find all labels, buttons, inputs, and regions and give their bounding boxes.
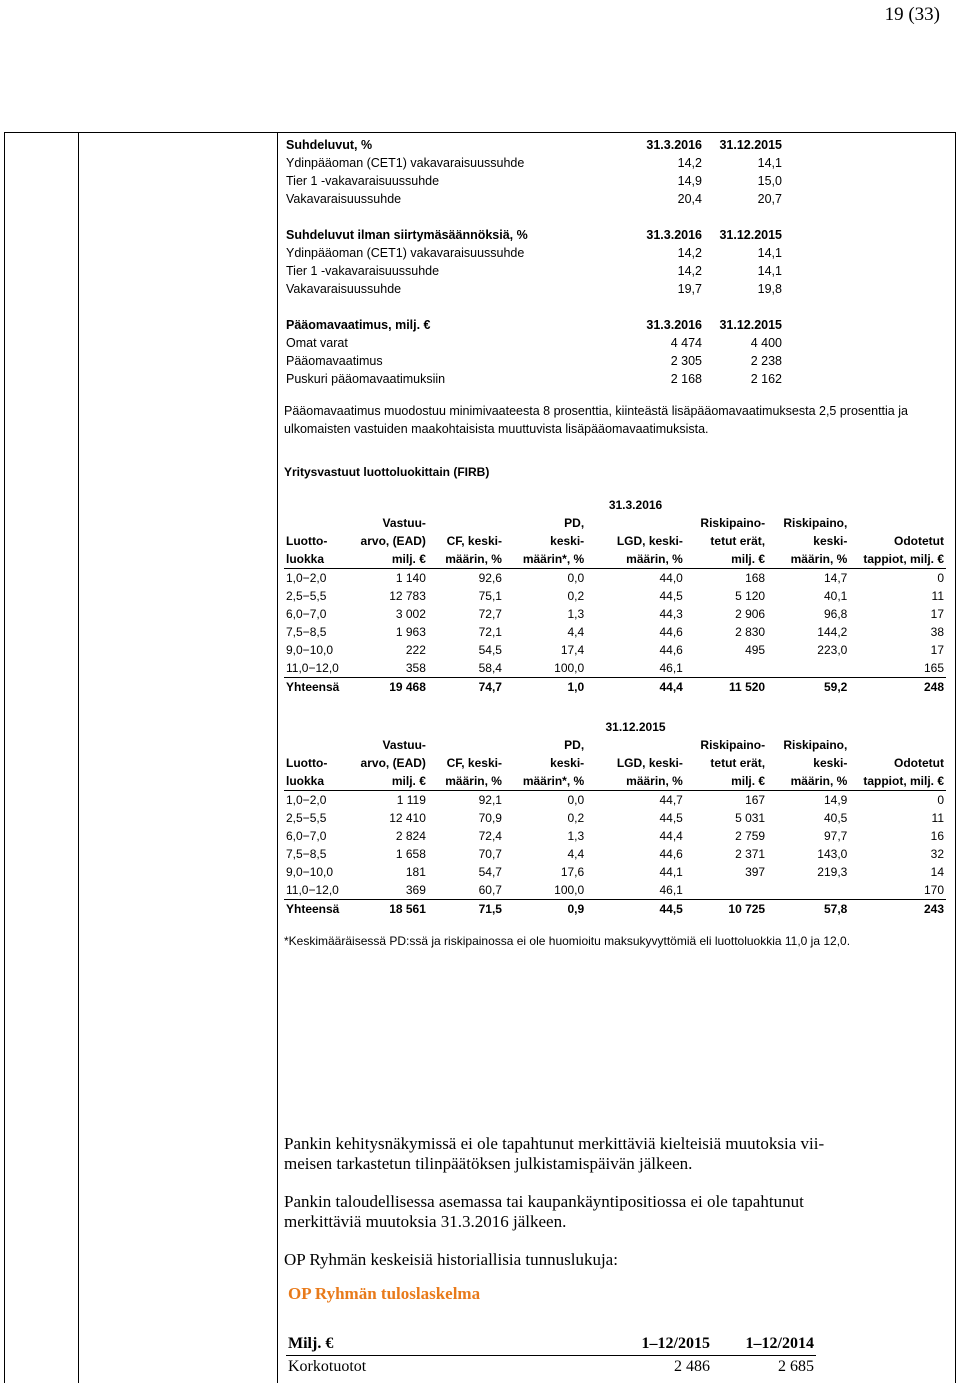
capital-note: Pääomavaatimus muodostuu minimivaateesta 8 prosenttia, kiinteästä lisäpääomavaatimuksesta 2,5 prosenttia ja ulkomaisten vastuiden maakohtaisista muuttuvista lisäpääomavaatimuksista. [284,404,908,436]
table-cell: 5 120 [735,589,766,603]
table-cell: 219,3 [817,865,848,879]
table-row [284,845,946,863]
column-header [586,514,685,569]
column-header-line: määrin*, % [522,774,585,788]
table-cell: 1 658 [395,847,426,861]
table-cell: 1 963 [395,625,426,639]
table-cell: 14,9 [677,174,702,188]
table-cell: 12 410 [389,811,426,825]
table-cell: 17 [930,607,944,621]
table-cell: 60,7 [478,883,502,897]
column-header-line: tetut erät, [710,534,766,548]
table-row [284,280,784,298]
column-header-line: määrin, % [626,552,683,566]
table-cell: 92,6 [478,571,502,585]
table-cell: 369 [405,883,426,897]
table-cell: 397 [745,865,766,879]
table-cell: 2 824 [395,829,426,843]
column-header [504,736,586,791]
irb-table [284,718,946,918]
column-header-line: keski- [813,756,848,770]
table-cell: 46,1 [659,883,683,897]
column-header-line: PD, [564,738,585,752]
table-cell: 72,4 [478,829,502,843]
table-cell: 46,1 [659,661,683,675]
table-cell: 14,1 [757,264,782,278]
table-cell: 2 830 [735,625,766,639]
total-cell: 10 725 [685,900,767,919]
frame-right-border [955,132,956,1383]
total-row [284,900,946,919]
table-row [284,791,946,810]
table-cell: 168 [745,571,766,585]
column-header [849,514,946,569]
column-header-line: Luotto- [286,534,328,548]
table-cell: 72,1 [478,625,502,639]
table-row [284,262,784,280]
table-cell: 2,5−5,5 [286,811,327,825]
irb-title: Yritysvastuut luottoluokittain (FIRB) [284,465,490,479]
table-cell: Pääomavaatimus [286,354,383,368]
table-cell: 6,0−7,0 [286,607,327,621]
table-cell: 54,5 [478,643,502,657]
column-header-line: arvo, (EAD) [360,756,426,770]
table-row [286,1356,816,1379]
table-row [284,659,946,678]
table-cell [685,881,767,900]
table-cell: 9,0−10,0 [286,865,334,879]
column-header [849,736,946,791]
table-header-row [284,316,784,334]
table-cell: 1 119 [396,793,426,807]
table-cell: 17 [930,643,944,657]
table-cell: 144,2 [817,625,848,639]
column-header-line: määrin*, % [522,552,585,566]
table-row [284,881,946,900]
frame-top-border [4,132,956,133]
column-header [767,736,849,791]
table-cell: 17,6 [560,865,585,879]
table-cell: 6,0−7,0 [286,829,327,843]
column-header-line: LGD, keski- [616,756,683,770]
table-cell: 0,2 [567,811,585,825]
table-row [284,623,946,641]
table-cell: 165 [923,661,944,675]
table-header-row [284,136,784,154]
column-header: Pääomavaatimus, milj. € [286,318,431,332]
table-cell: 0 [937,793,944,807]
table-cell: 14,1 [757,156,782,170]
table-cell: 19,8 [757,282,782,296]
table-cell: 44,1 [659,865,683,879]
table-cell: Ydinpääoman (CET1) vakavaraisuussuhde [286,246,525,260]
table-row [284,809,946,827]
table-cell: Ydinpääoman (CET1) vakavaraisuussuhde [286,156,525,170]
table-cell: 100,0 [554,661,585,675]
table-cell: 143,0 [817,847,848,861]
table-cell: 4 474 [670,336,702,350]
column-header-line: Odotetut [894,534,944,548]
table-row [284,244,784,262]
table-row [284,569,946,588]
column-header: 31.12.2015 [719,228,782,242]
column-header-line: Riskipaino- [700,516,766,530]
column-header [284,514,354,569]
total-cell: 59,2 [767,678,849,697]
table-cell: 16 [930,829,944,843]
table-cell: 222 [405,643,426,657]
table-cell: 40,1 [823,589,848,603]
table-cell: 14,1 [757,246,782,260]
table-cell: 15,0 [757,174,782,188]
column-header-line: luokka [286,774,325,788]
column-header: Suhdeluvut, % [286,138,373,152]
total-cell: 0,9 [504,900,586,919]
table-cell: 54,7 [478,865,502,879]
table-cell: Vakavaraisuussuhde [286,192,402,206]
column-header-line: keski- [550,756,585,770]
page-number: 19 (33) [884,4,940,25]
total-cell: 71,5 [428,900,504,919]
table-cell: 2 486 [674,1358,710,1375]
frame-column-divider [277,132,278,1383]
column-header-line: LGD, keski- [616,534,683,548]
table-cell: 2 371 [735,847,766,861]
column-header-line: määrin, % [790,552,848,566]
irb-footnote: *Keskimääräisessä PD:ssä ja riskipainossa ei ole huomioitu maksukyvyttömiä eli luottoluokkia 11,0 ja 12,0. [284,934,851,948]
total-cell: Yhteensä [284,900,354,919]
column-header: 1–12/2014 [712,1333,816,1356]
table-cell: Puskuri pääomavaatimuksiin [286,372,446,386]
table-cell: 44,0 [659,571,683,585]
column-header-line: keski- [550,534,585,548]
table-cell: 19,7 [677,282,702,296]
table-cell: Tier 1 -vakavaraisuussuhde [286,264,440,278]
column-header [685,514,767,569]
column-header-line: Odotetut [894,756,944,770]
column-header-line: tetut erät, [710,756,766,770]
table-cell: 20,7 [757,192,782,206]
table-cell: 44,4 [659,829,683,843]
column-header-line: Riskipaino- [700,738,766,752]
total-cell: 18 561 [354,900,428,919]
column-header-line: tappiot, milj. € [863,774,944,788]
table-row [284,172,784,190]
table-cell: 2 305 [670,354,702,368]
column-header-line: PD, [564,516,585,530]
table-row [284,190,784,208]
irb-date-row [284,718,946,736]
table-cell: 14 [930,865,944,879]
total-cell: 11 520 [685,678,767,697]
total-cell: 44,4 [586,678,685,697]
table-cell: 2 162 [750,372,782,386]
column-header [504,514,586,569]
table-cell: 2,5−5,5 [286,589,327,603]
column-header-line: keski- [813,534,848,548]
total-cell: 243 [849,900,946,919]
table-cell: 44,6 [659,643,683,657]
total-cell: 74,7 [428,678,504,697]
table-cell: 44,5 [659,589,683,603]
column-header: 31.3.2016 [646,318,702,332]
table-cell: Omat varat [286,336,348,350]
table-cell: 11,0−12,0 [286,661,339,675]
table-cell: 14,2 [677,264,702,278]
column-header-line: Vastuu- [382,738,426,752]
irb-table [284,496,946,696]
column-header-line: Riskipaino, [783,738,848,752]
table-cell: 58,4 [478,661,502,675]
content-area [284,136,948,948]
table-cell: 1,3 [567,607,585,621]
table-cell: 495 [745,643,766,657]
total-cell: 57,8 [767,900,849,919]
table-cell: 7,5−8,5 [286,847,327,861]
table-cell: 7,5−8,5 [286,625,327,639]
column-header-line: Luotto- [286,756,328,770]
table-row [284,154,784,172]
column-header: Suhdeluvut ilman siirtymäsäännöksiä, % [286,228,528,242]
column-header-line: Riskipaino, [783,516,848,530]
table-cell: 14,2 [677,156,702,170]
table-cell: 2 759 [735,829,766,843]
column-header-line: milj. € [391,774,426,788]
table-cell: Tier 1 -vakavaraisuussuhde [286,174,440,188]
table-cell: 32 [930,847,944,861]
outlook-paragraph [284,1134,934,1174]
column-header-line: määrin, % [445,774,502,788]
column-header: 31.3.2016 [646,228,702,242]
column-header: 1–12/2015 [576,1333,712,1356]
table-cell: 12 783 [389,589,426,603]
column-header [586,736,685,791]
table-cell: 1,0−2,0 [286,571,327,585]
table-cell: 72,7 [478,607,502,621]
irb-date: 31.12.2015 [605,720,666,734]
column-header: 31.12.2015 [719,318,782,332]
column-header-line: luokka [286,552,325,566]
table-cell: 9,0−10,0 [286,643,334,657]
table-cell: 97,7 [823,829,848,843]
total-cell: 1,0 [504,678,586,697]
table-cell [685,659,767,678]
table-cell: 75,1 [478,589,502,603]
total-row [284,678,946,697]
table-row [284,587,946,605]
table-cell: 38 [930,625,944,639]
irb-tables [284,496,948,918]
outlook-line: Pankin kehitysnäkymissä ei ole tapahtunut merkittäviä kielteisiä muutoksia vii- [284,1134,825,1153]
income-statement-title: OP Ryhmän tuloslaskelma [288,1284,481,1303]
key-figures-heading: OP Ryhmän keskeisiä historiallisia tunnuslukuja: [284,1250,618,1269]
column-header [767,514,849,569]
frame-left-border [4,132,5,1383]
column-header: 31.3.2016 [646,138,702,152]
column-header-line: tappiot, milj. € [863,552,944,566]
table-cell: 11,0−12,0 [286,883,339,897]
table-cell: 2 168 [670,372,702,386]
table-row [284,352,784,370]
frame-column-divider [78,132,79,1383]
table-cell: 358 [405,661,426,675]
table-cell: 14,9 [823,793,848,807]
financial-position-paragraph [284,1192,934,1232]
table-cell: 2 238 [750,354,782,368]
table-cell: 2 685 [778,1358,814,1375]
table-cell: 70,7 [478,847,502,861]
column-header-line: määrin, % [445,552,502,566]
outlook-line: meisen tarkastetun tilinpäätöksen julkistamispäivän jälkeen. [284,1154,693,1173]
total-cell: 248 [849,678,946,697]
irb-header-row [284,514,946,569]
table-row [284,827,946,845]
table-row [284,370,784,388]
table-cell: 92,1 [478,793,502,807]
column-header-line: arvo, (EAD) [360,534,426,548]
income-table [286,1333,816,1378]
table-cell: 0,2 [567,589,585,603]
irb-header-row [284,736,946,791]
table-cell: 96,8 [823,607,848,621]
total-cell: 19 468 [354,678,428,697]
column-header: Milj. € [286,1333,576,1356]
table-cell: 1,3 [567,829,585,843]
table-cell: 1,0−2,0 [286,793,327,807]
table-cell: 70,9 [478,811,502,825]
column-header-line: määrin, % [626,774,683,788]
table-cell [767,881,849,900]
table-row [284,334,784,352]
table-cell: 14,7 [823,571,848,585]
irb-date-row [284,496,946,514]
table-cell: 20,4 [677,192,702,206]
table-header-row [286,1333,816,1356]
total-cell: 44,5 [586,900,685,919]
column-header-line: milj. € [731,774,766,788]
table-cell: 44,6 [659,847,683,861]
table-cell: 2 906 [735,607,766,621]
table-cell: Vakavaraisuussuhde [286,282,402,296]
column-header-line: milj. € [391,552,426,566]
table-row [284,605,946,623]
table-cell [767,659,849,678]
column-header [354,514,428,569]
table-cell: 44,7 [659,793,683,807]
table-row [284,641,946,659]
table-cell: 223,0 [817,643,848,657]
column-header-line: CF, keski- [446,534,502,548]
column-header [284,736,354,791]
ratios-table [284,136,784,388]
table-cell: 100,0 [554,883,585,897]
column-header [354,736,428,791]
financial-line: merkittäviä muutoksia 31.3.2016 jälkeen. [284,1212,567,1231]
column-header-line: milj. € [731,552,766,566]
table-cell: 0 [937,571,944,585]
table-cell: 167 [745,793,766,807]
table-cell: 44,6 [659,625,683,639]
column-header [428,736,504,791]
table-cell: 11 [931,589,944,603]
column-header [428,514,504,569]
column-header-line: määrin, % [790,774,848,788]
table-cell: 5 031 [735,811,766,825]
irb-date: 31.3.2016 [608,498,663,512]
table-cell: 4,4 [567,847,585,861]
table-cell: 44,3 [659,607,683,621]
table-cell: Korkotuotot [288,1358,367,1375]
table-cell: 1 140 [395,571,426,585]
table-cell: 44,5 [659,811,683,825]
table-row [284,863,946,881]
table-header-row [284,226,784,244]
table-cell: 170 [923,883,944,897]
table-cell: 4 400 [750,336,782,350]
table-cell: 11 [931,811,944,825]
table-cell: 181 [405,865,426,879]
column-header-line: Vastuu- [382,516,426,530]
table-cell: 14,2 [677,246,702,260]
table-cell: 4,4 [567,625,585,639]
total-cell: Yhteensä [284,678,354,697]
column-header [685,736,767,791]
table-cell: 17,4 [560,643,585,657]
table-cell: 0,0 [567,571,585,585]
table-cell: 0,0 [567,793,585,807]
table-cell: 3 002 [395,607,426,621]
column-header: 31.12.2015 [719,138,782,152]
column-header-line: CF, keski- [446,756,502,770]
table-cell: 40,5 [823,811,848,825]
financial-line: Pankin taloudellisessa asemassa tai kaupankäyntipositiossa ei ole tapahtunut [284,1192,804,1211]
